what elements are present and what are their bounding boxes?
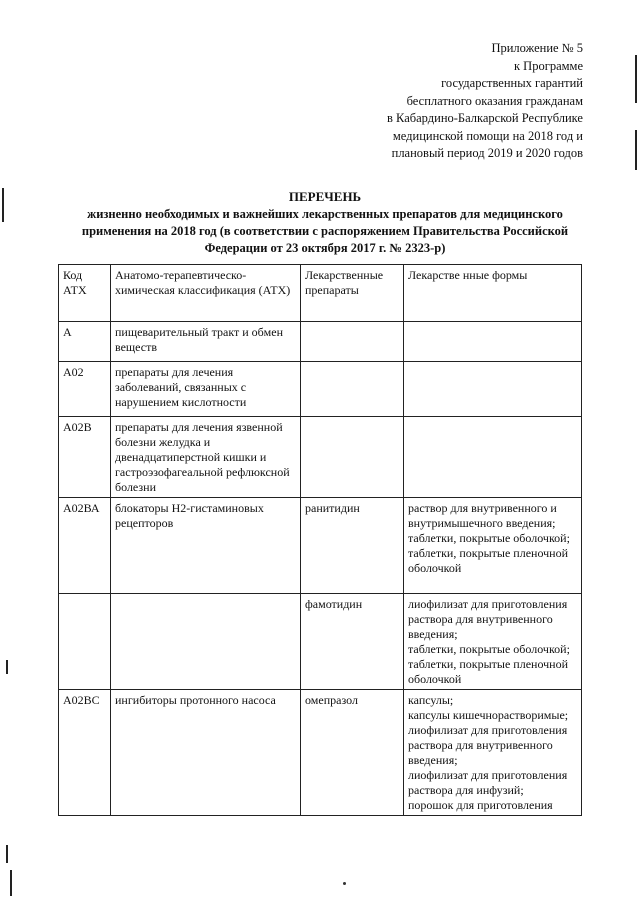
cell-code: А02В xyxy=(59,417,111,498)
table-row xyxy=(59,594,582,690)
cell-drug: омепразол xyxy=(301,690,404,816)
cell-forms xyxy=(404,594,582,690)
scan-edge-mark xyxy=(6,660,8,674)
cell-code: А02ВС xyxy=(59,690,111,816)
appendix-line: в Кабардино-Балкарской Республике xyxy=(387,111,583,125)
appendix-line: государственных гарантий xyxy=(441,76,583,90)
cell-code: А02ВА xyxy=(59,498,111,594)
form-item: лиофилизат для приготовления раствора для инфузий; xyxy=(408,768,568,797)
cell-forms xyxy=(404,322,582,362)
drug-list-table xyxy=(58,264,582,816)
title-line: жизненно необходимых и важнейших лекарственных препаратов для медицинского xyxy=(87,207,563,221)
cell-forms xyxy=(404,690,582,816)
cell-forms xyxy=(404,498,582,594)
scan-edge-mark xyxy=(635,55,637,103)
scan-edge-mark xyxy=(10,870,12,896)
appendix-line: плановый период 2019 и 2020 годов xyxy=(391,146,583,160)
header-drugs: Лекарственные препараты xyxy=(301,265,404,322)
table-row xyxy=(59,362,582,417)
appendix-header xyxy=(387,40,583,163)
cell-classification: препараты для лечения заболеваний, связанных с нарушением кислотности xyxy=(111,362,301,417)
document-title xyxy=(60,188,590,257)
scan-edge-mark xyxy=(635,130,637,170)
title-line: Федерации от 23 октября 2017 г. № 2323-р) xyxy=(204,241,446,255)
cell-classification: препараты для лечения язвенной болезни желудка и двенадцатиперстной кишки и гастроэзофагеальной рефлюксной болезни xyxy=(111,417,301,498)
title-heading: ПЕРЕЧЕНЬ xyxy=(288,189,362,204)
table-header-row xyxy=(59,265,582,322)
cell-drug xyxy=(301,417,404,498)
title-line: применения на 2018 год (в соответствии с распоряжением Правительства Российской xyxy=(81,224,569,238)
scan-dot xyxy=(343,882,346,885)
form-item: лиофилизат для приготовления раствора для внутривенного введения; xyxy=(408,597,568,641)
form-item: раствор для внутривенного и внутримышечного введения; xyxy=(408,501,557,530)
form-item: лиофилизат для приготовления раствора для внутривенного введения; xyxy=(408,723,568,767)
cell-classification: блокаторы Н2-гистаминовых рецепторов xyxy=(111,498,301,594)
table-row xyxy=(59,498,582,594)
form-item: таблетки, покрытые пленочной оболочкой xyxy=(408,546,569,575)
table-row xyxy=(59,417,582,498)
table-row xyxy=(59,322,582,362)
scan-edge-mark xyxy=(6,845,8,863)
cell-drug: ранитидин xyxy=(301,498,404,594)
appendix-line: медицинской помощи на 2018 год и xyxy=(392,128,583,143)
form-item: таблетки, покрытые пленочной оболочкой xyxy=(408,657,569,686)
cell-classification: пищеварительный тракт и обмен веществ xyxy=(111,322,301,362)
form-item: порошок для приготовления xyxy=(408,798,553,812)
appendix-line: Приложение № 5 xyxy=(491,41,583,55)
header-forms: Лекарстве нные формы xyxy=(404,265,582,322)
appendix-line: бесплатного оказания гражданам xyxy=(406,93,583,108)
cell-classification: ингибиторы протонного насоса xyxy=(111,690,301,816)
header-code: Код АТХ xyxy=(59,265,111,322)
form-item: таблетки, покрытые оболочкой; xyxy=(408,531,570,545)
cell-code: А02 xyxy=(59,362,111,417)
cell-drug: фамотидин xyxy=(301,594,404,690)
appendix-line: к Программе xyxy=(513,58,583,73)
cell-drug xyxy=(301,362,404,417)
form-item: капсулы кишечнорастворимые; xyxy=(408,708,569,722)
cell-code: А xyxy=(59,322,111,362)
cell-forms xyxy=(404,417,582,498)
cell-drug xyxy=(301,322,404,362)
header-classification: Анатомо-терапевтическо-химическая классификация (АТХ) xyxy=(111,265,301,322)
form-item: таблетки, покрытые оболочкой; xyxy=(408,642,570,656)
form-item: капсулы; xyxy=(408,693,454,707)
scan-edge-mark xyxy=(2,188,4,222)
cell-classification xyxy=(111,594,301,690)
cell-forms xyxy=(404,362,582,417)
table-row xyxy=(59,690,582,816)
cell-code xyxy=(59,594,111,690)
